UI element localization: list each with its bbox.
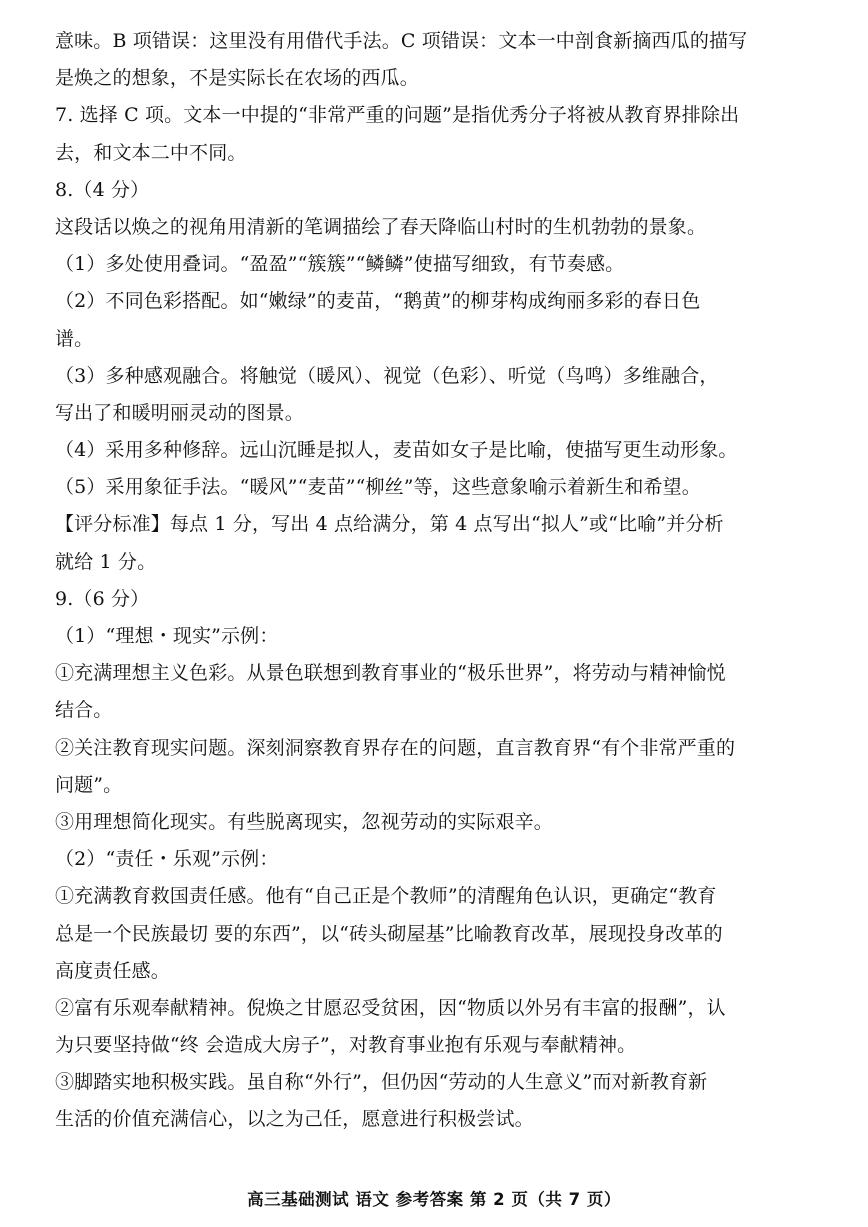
text-line: 问题”。: [55, 773, 123, 796]
text-line: 意味。B 项错误：这里没有用借代手法。C 项错误：文本一中剖食新摘西瓜的描写: [55, 30, 748, 52]
text-line: ①充满教育救国责任感。他有“自己正是个教师”的清醒角色认识，更确定“教育: [55, 885, 717, 908]
text-line: ①充满理想主义色彩。从景色联想到教育事业的“极乐世界”，将劳动与精神愉悦: [55, 662, 726, 685]
text-line: 去，和文本二中不同。: [55, 141, 247, 164]
text-line: 这段话以焕之的视角用清新的笔调描绘了春天降临山村时的生机勃勃的景象。: [55, 215, 707, 238]
text-line: ③脚踏实地积极实践。虽自称“外行”，但仍因“劳动的人生意义”而对新教育新: [55, 1071, 708, 1094]
text-line: ②富有乐观奉献精神。倪焕之甘愿忍受贫困，因“物质以外另有丰富的报酬”，认: [55, 996, 726, 1019]
text-line: （4）采用多种修辞。远山沉睡是拟人，麦苗如女子是比喻，使描写更生动形象。: [55, 439, 738, 462]
text-line: （1）“理想・现实”示例：: [55, 625, 279, 647]
text-line: 生活的价值充满信心，以之为己任，愿意进行积极尝试。: [55, 1108, 534, 1131]
text-line: 是焕之的想象，不是实际长在农场的西瓜。: [55, 67, 419, 90]
text-line: （1）多处使用叠词。“盈盈”“簇簇”“鳞鳞”使描写细致，有节奏感。: [55, 253, 625, 276]
text-line: ②关注教育现实问题。深刻洞察教育界存在的问题，直言教育界“有个非常严重的: [55, 736, 736, 759]
text-line: 7. 选择 C 项。文本一中提的“非常严重的问题”是指优秀分子将被从教育界排除出: [55, 104, 740, 127]
text-line: 结合。: [55, 699, 113, 722]
text-line: 写出了和暖明丽灵动的图景。: [55, 401, 304, 424]
text-line: 就给 1 分。: [55, 550, 157, 573]
text-line: 谱。: [55, 327, 94, 350]
text-line: ③用理想简化现实。有些脱离现实，忽视劳动的实际艰辛。: [55, 810, 553, 833]
text-line: （3）多种感观融合。将触觉（暖风）、视觉（色彩）、听觉（鸟鸣）多维融合，: [55, 364, 719, 387]
text-line: （2）不同色彩搭配。如“嫩绿”的麦苗，“鹅黄”的柳芽构成绚丽多彩的春日色: [55, 290, 701, 313]
text-line: （2）“责任・乐观”示例：: [55, 848, 279, 871]
text-line: （5）采用象征手法。“暖风”“麦苗”“柳丝”等，这些意象喻示着新生和希望。: [55, 476, 701, 499]
text-line: 总是一个民族最切 要的东西”，以“砖头砌屋基”比喻教育改革，展现投身改革的: [55, 922, 723, 945]
text-line: 高度责任感。: [55, 959, 170, 982]
text-line: 为只要坚持做“终 会造成大房子”，对教育事业抱有乐观与奉献精神。: [55, 1034, 637, 1057]
scoring-criteria: 【评分标准】每点 1 分，写出 4 点给满分，第 4 点写出“拟人”或“比喻”并分析: [55, 513, 724, 536]
page-footer: 高三基础测试 语文 参考答案 第 2 页（共 7 页）: [247, 1190, 621, 1209]
question-8-heading: 8.（4 分）: [55, 178, 150, 201]
answer-text-body: [55, 23, 830, 1139]
question-9-heading: 9.（6 分）: [55, 587, 150, 610]
